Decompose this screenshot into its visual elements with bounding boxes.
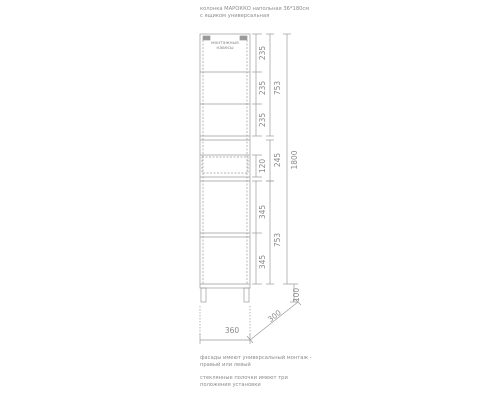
facade-note xyxy=(200,355,312,368)
facade-note-line-1: фасады имеют универсальный монтаж - xyxy=(200,355,312,361)
dim-legs: 100 xyxy=(292,287,301,303)
shelves-note-line-1: стеклянные полочки имеют три xyxy=(200,375,288,381)
product-title-line-2: с ящиком универсальная xyxy=(200,12,270,19)
shelves-note xyxy=(200,375,288,388)
mounting-hook-right xyxy=(240,36,247,40)
dim-shelf-lower-2: 345 xyxy=(258,254,267,270)
leg-right xyxy=(244,288,249,302)
mounting-hook-left xyxy=(203,36,210,40)
dim-shelf-lower-1: 345 xyxy=(258,204,267,220)
dim-shelf-upper-3: 235 xyxy=(258,112,267,128)
dim-shelf-upper-1: 235 xyxy=(258,45,267,61)
product-title-line-1: колонка МАРОККО напольная 36*180см xyxy=(200,6,310,12)
mounting-hooks-label: навесы xyxy=(216,46,234,51)
dim-drawer-outer: 245 xyxy=(273,152,282,168)
dim-lower-section: 753 xyxy=(273,232,282,248)
facade-note-line-2: правый или левый xyxy=(200,361,251,368)
leg-left xyxy=(201,288,206,302)
shelves-note-line-2: положения установки xyxy=(200,381,261,388)
dim-total-height: 1800 xyxy=(290,150,299,170)
drawer-box xyxy=(202,157,248,173)
dim-drawer-inner: 120 xyxy=(258,158,267,174)
dim-depth: 300 xyxy=(266,308,283,324)
dim-upper-section: 753 xyxy=(273,80,282,96)
dim-shelf-upper-2: 235 xyxy=(258,80,267,96)
mounting-hooks-label: монтажные xyxy=(211,41,239,46)
dim-width: 360 xyxy=(224,326,240,335)
